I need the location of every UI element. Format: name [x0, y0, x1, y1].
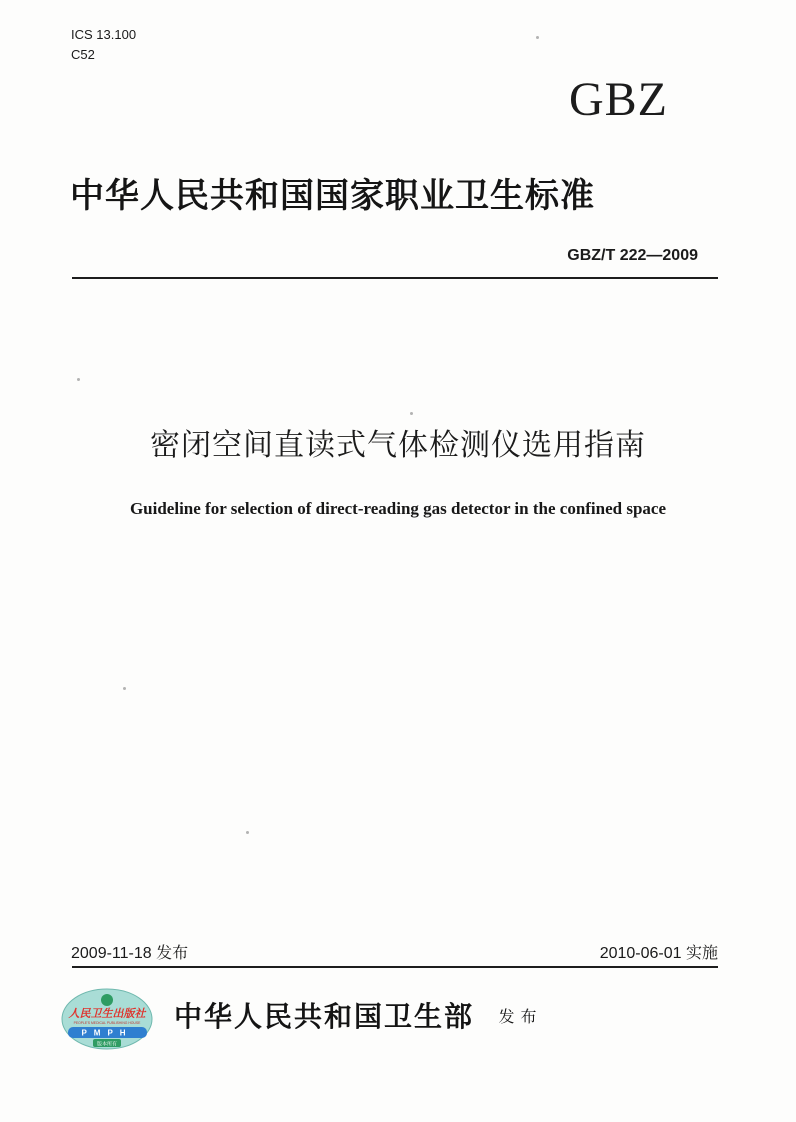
bottom-divider	[72, 966, 718, 968]
logo-tag: 版本所有	[96, 1041, 118, 1048]
logo-name-english: PEOPLE'S MEDICAL PUBLISHING HOUSE	[73, 1021, 141, 1025]
issue-date: 2009-11-18 发布	[71, 945, 189, 962]
scan-speck	[536, 36, 539, 39]
issuer-block	[174, 998, 542, 1036]
scan-speck	[410, 412, 413, 415]
scan-speck	[123, 687, 126, 690]
document-title-chinese: 密闭空间直读式气体检测仪选用指南	[150, 428, 646, 463]
standard-mark: GBZ	[569, 73, 668, 126]
document-title-english: Guideline for selection of direct-reading gas detector in the confined space	[129, 499, 667, 518]
scan-speck	[77, 378, 80, 381]
effective-date: 2010-06-01 实施	[599, 945, 718, 962]
standard-number: GBZ/T 222—2009	[567, 247, 698, 264]
scan-speck	[246, 831, 249, 834]
logo-abbreviation: PMPH	[81, 1028, 133, 1038]
standard-series-title: 中华人民共和国国家职业卫生标准	[70, 176, 595, 216]
ics-code: ICS 13.100	[71, 27, 137, 42]
logo-name-chinese: 人民卫生出版社	[68, 1007, 146, 1020]
category-code: C52	[71, 47, 95, 62]
logo-emblem-icon	[101, 994, 113, 1006]
top-divider	[72, 277, 718, 279]
issue-action: 发布	[498, 1007, 543, 1026]
publisher-logo	[60, 987, 155, 1051]
issuer-name: 中华人民共和国卫生部	[174, 1000, 475, 1033]
